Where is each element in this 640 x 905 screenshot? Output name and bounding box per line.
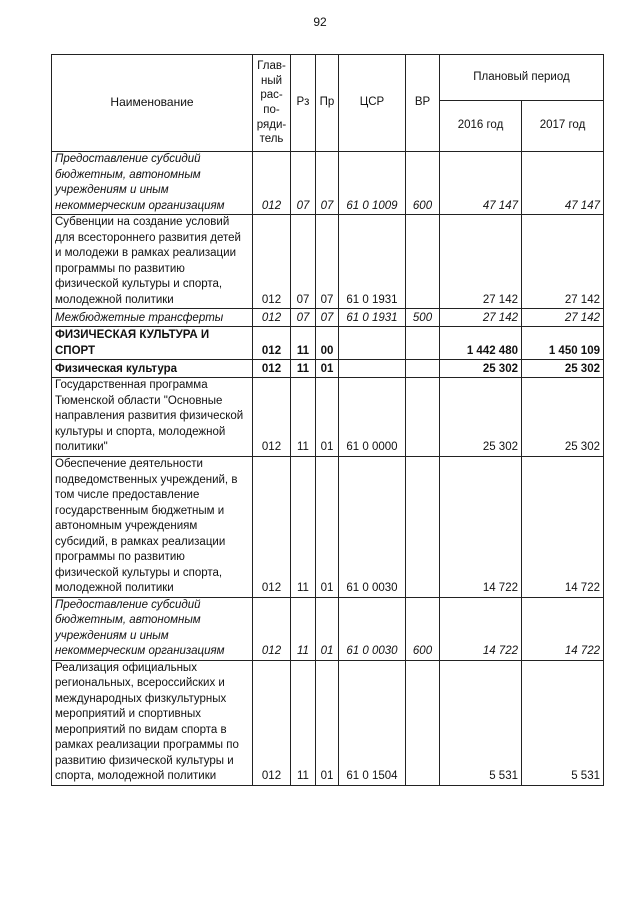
row-gr: 012 [253,597,291,660]
row-pr: 07 [316,215,339,309]
header-planned-period: Плановый период [440,55,604,101]
row-rz: 11 [291,327,316,360]
table-row [52,327,604,360]
row-2016: 27 142 [440,309,522,327]
row-vr [406,327,440,360]
header-pr: Пр [316,55,339,152]
row-csr [339,360,406,378]
row-rz: 11 [291,597,316,660]
row-name: Предоставление субсидий бюджетным, автономным учреждениям и иным некоммерческим организациям [52,597,253,660]
row-2016: 47 147 [440,152,522,215]
row-2016: 25 302 [440,360,522,378]
row-gr: 012 [253,215,291,309]
row-gr: 012 [253,327,291,360]
row-rz: 11 [291,660,316,785]
row-2016: 14 722 [440,456,522,597]
row-2017: 14 722 [522,597,604,660]
row-vr: 600 [406,597,440,660]
row-name: Физическая культура [52,360,253,378]
budget-table [51,54,604,786]
row-rz: 11 [291,456,316,597]
row-csr: 61 0 1931 [339,215,406,309]
row-2017: 1 450 109 [522,327,604,360]
header-year-2016: 2016 год [440,101,522,152]
table-row [52,360,604,378]
row-pr: 01 [316,660,339,785]
row-2017: 25 302 [522,378,604,457]
page-number: 92 [313,15,327,29]
table-body [52,152,604,786]
row-2017: 5 531 [522,660,604,785]
table-row [52,215,604,309]
row-csr: 61 0 0030 [339,597,406,660]
table-row [52,660,604,785]
table-row [52,456,604,597]
row-rz: 07 [291,152,316,215]
row-rz: 07 [291,215,316,309]
row-csr: 61 0 1504 [339,660,406,785]
row-gr: 012 [253,660,291,785]
row-name: Субвенции на создание условий для всестороннего развития детей и молодежи в рамках реализации программы по развитию физической культуры и спорта, молодежной политики [52,215,253,309]
row-name: Обеспечение деятельности подведомственных учреждений, в том числе предоставление государственным бюджетным и автономным учреждениям субсидий, в рамках реализации программы по развитию физической культуры и спорта, молодежной политики [52,456,253,597]
row-2016: 5 531 [440,660,522,785]
header-main-manager: Глав-ный рас-по-ряди-тель [253,55,291,152]
header-year-2017: 2017 год [522,101,604,152]
row-gr: 012 [253,378,291,457]
row-2016: 27 142 [440,215,522,309]
row-rz: 11 [291,360,316,378]
row-vr [406,360,440,378]
row-2017: 27 142 [522,215,604,309]
row-rz: 07 [291,309,316,327]
row-2017: 25 302 [522,360,604,378]
row-2017: 47 147 [522,152,604,215]
header-vr: ВР [406,55,440,152]
row-vr: 500 [406,309,440,327]
row-2016: 14 722 [440,597,522,660]
row-name: Государственная программа Тюменской области "Основные направления развития физической культуры и спорта, молодежной политики" [52,378,253,457]
row-name: Предоставление субсидий бюджетным, автономным учреждениям и иным некоммерческим организациям [52,152,253,215]
row-pr: 07 [316,152,339,215]
row-csr: 61 0 0000 [339,378,406,457]
row-name: Межбюджетные трансферты [52,309,253,327]
row-vr [406,378,440,457]
row-pr: 01 [316,360,339,378]
row-pr: 01 [316,597,339,660]
row-csr: 61 0 1931 [339,309,406,327]
row-2017: 14 722 [522,456,604,597]
row-name: Реализация официальных региональных, всероссийских и международных физкультурных мероприятий и спортивных мероприятий по видам спорта в рамках реализации программы по развитию физической культуры и спорта, молодежной политики [52,660,253,785]
row-2016: 25 302 [440,378,522,457]
row-2017: 27 142 [522,309,604,327]
table-row [52,597,604,660]
table-row [52,309,604,327]
row-pr: 01 [316,378,339,457]
table-row [52,152,604,215]
row-csr [339,327,406,360]
header-rz: Рз [291,55,316,152]
header-csr: ЦСР [339,55,406,152]
row-csr: 61 0 0030 [339,456,406,597]
row-gr: 012 [253,456,291,597]
row-vr [406,215,440,309]
row-rz: 11 [291,378,316,457]
row-gr: 012 [253,309,291,327]
row-vr [406,660,440,785]
row-pr: 07 [316,309,339,327]
row-vr: 600 [406,152,440,215]
row-2016: 1 442 480 [440,327,522,360]
row-vr [406,456,440,597]
row-pr: 01 [316,456,339,597]
header-name: Наименование [52,55,253,152]
row-name: ФИЗИЧЕСКАЯ КУЛЬТУРА И СПОРТ [52,327,253,360]
row-gr: 012 [253,152,291,215]
row-csr: 61 0 1009 [339,152,406,215]
row-pr: 00 [316,327,339,360]
row-gr: 012 [253,360,291,378]
table-row [52,378,604,457]
